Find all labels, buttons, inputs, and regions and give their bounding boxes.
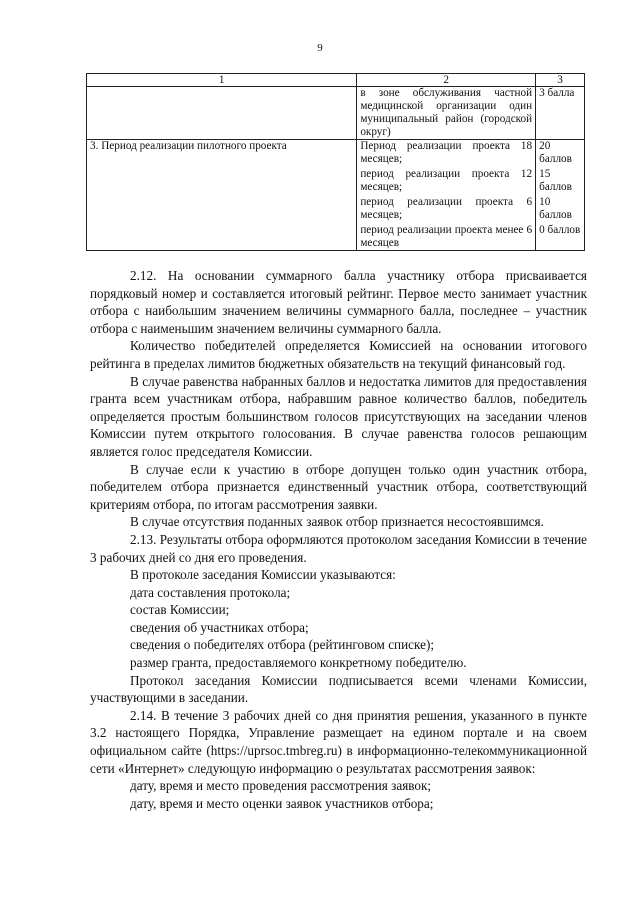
list-item: сведения об участниках отбора; [130, 619, 309, 635]
conditions-cell [357, 140, 536, 251]
table-header-cell: 1 [87, 74, 357, 87]
paragraph-2-14: 2.14. В течение 3 рабочих дней со дня принятия решения, указанного в пункте 3.2 настоящего Порядка, Управление размещает на едином портале и на своем официальном сайте (https://uprsoc.tmbreg.ru) в информационно-телекоммуникационной сети «Интернет» следующую информацию о результатах рассмотрения заявок: [90, 707, 587, 776]
condition-text: в зоне обслуживания частной медицинской организации один муниципальный район (городской округ) [360, 87, 533, 138]
condition-text: Период реализации проекта 18 месяцев; [360, 140, 533, 165]
list-item: дата составления протокола; [130, 584, 291, 600]
points-cell [536, 140, 585, 251]
condition-text: период реализации проекта менее 6 месяцев [360, 224, 533, 249]
paragraph: В случае равенства набранных баллов и недостатка лимитов для предоставления гранта всем участникам отбора, набравшим равное количество баллов, победитель определяется простым большинством голосов присутствующих на заседании членов Комиссии путем открытого голосования. В случае равенства голосов решающим является голос председателя Комиссии. [90, 373, 587, 459]
points-text: 15 баллов [539, 168, 572, 193]
list-item: состав Комиссии; [130, 602, 230, 618]
condition-text: период реализации проекта 12 месяцев; [360, 168, 533, 193]
criterion-cell [87, 87, 357, 140]
table-row [87, 87, 585, 140]
paragraph: В случае отсутствия поданных заявок отбор признается несостоявшимся. [130, 514, 544, 530]
list-item: дату, время и место оценки заявок участников отбора; [130, 795, 434, 811]
points-text: 0 баллов [539, 224, 581, 236]
paragraph: Количество победителей определяется Комиссией на основании итогового рейтинга в пределах лимитов бюджетных обязательств на текущий финансовый год. [90, 338, 587, 371]
points-text: 10 баллов [539, 196, 572, 221]
criteria-table [86, 73, 585, 251]
list-item: сведения о победителях отбора (рейтинговом списке); [130, 637, 435, 653]
list-item: дату, время и место проведения рассмотрения заявок; [130, 778, 432, 794]
list-item: размер гранта, предоставляемого конкретному победителю. [130, 655, 467, 671]
conditions-cell [357, 87, 536, 140]
paragraph: В протоколе заседания Комиссии указываются: [130, 567, 396, 583]
table-row [87, 140, 585, 251]
table-header-row [87, 74, 585, 87]
condition-text: период реализации проекта 6 месяцев; [360, 196, 533, 221]
points-text: 20 баллов [539, 140, 572, 165]
points-text: 3 балла [539, 87, 575, 99]
document-body [90, 267, 587, 812]
paragraph: В случае если к участию в отборе допущен только один участник отбора, победителем отбора признается единственный участник отбора, соответствующий критериям отбора, по итогам рассмотрения заявки. [90, 461, 587, 512]
paragraph: Протокол заседания Комиссии подписывается всеми членами Комиссии, участвующими в заседании. [90, 672, 587, 706]
points-cell [536, 87, 585, 140]
paragraph-2-12: 2.12. На основании суммарного балла участнику отбора присваивается порядковый номер и составляется итоговый рейтинг. Первое место занимает участник отбора с наибольшим значением величины суммарного балла, последнее – участник отбора с наименьшим значением величины суммарного балла. [90, 268, 587, 336]
table-header-cell: 2 [357, 74, 536, 87]
table-header-cell: 3 [536, 74, 585, 87]
paragraph-2-13: 2.13. Результаты отбора оформляются протоколом заседания Комиссии в течение 3 рабочих дней со дня его проведения. [90, 531, 587, 565]
page-number: 9 [317, 42, 323, 54]
criterion-cell: 3. Период реализации пилотного проекта [87, 140, 357, 251]
